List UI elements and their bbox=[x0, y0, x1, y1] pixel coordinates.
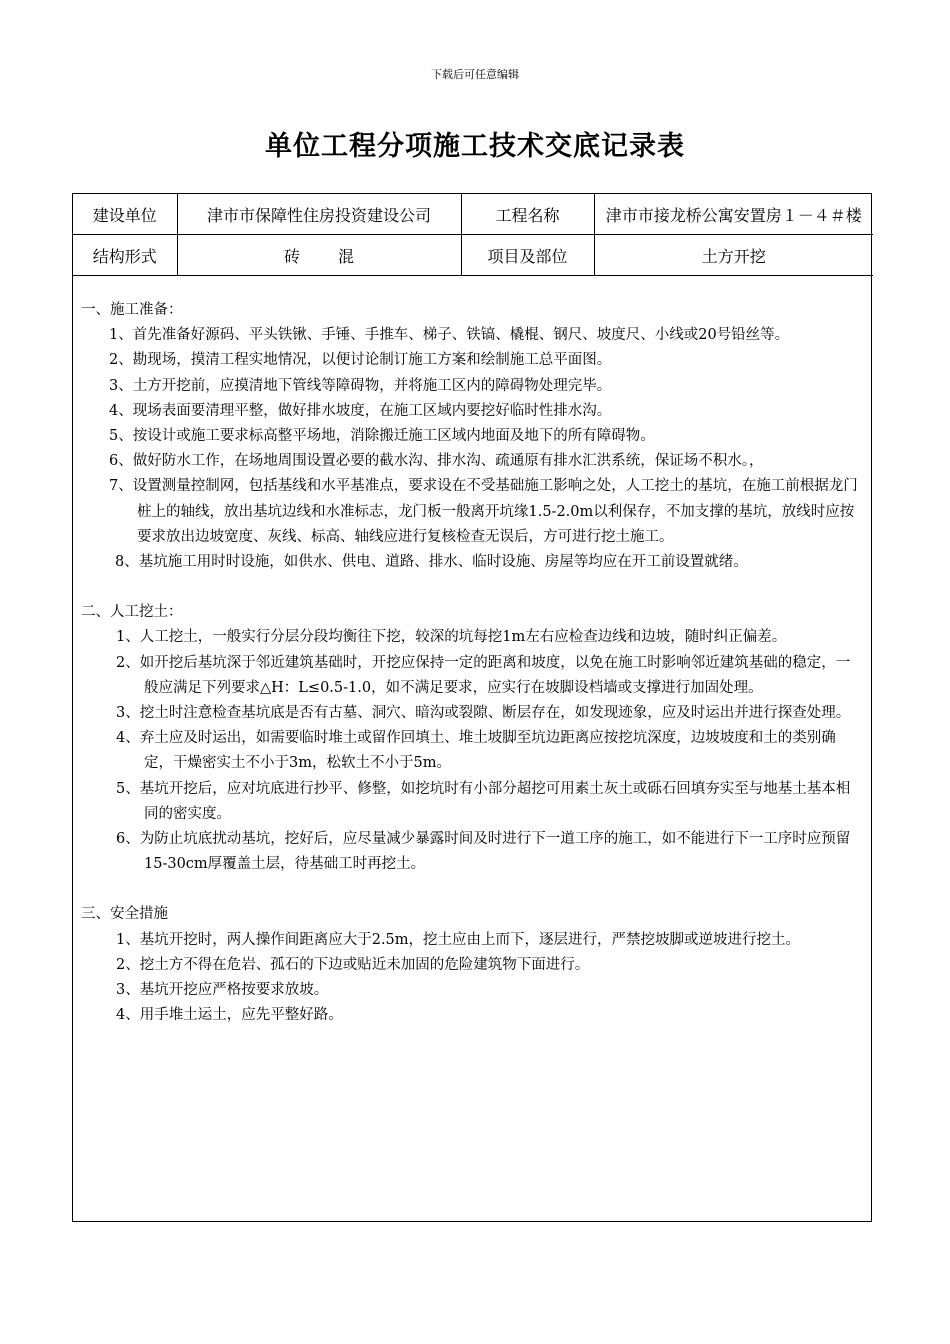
section-heading: 三、安全措施 bbox=[81, 906, 168, 923]
list-item: 4、用手堆土运土，应先平整好路。 bbox=[116, 1007, 343, 1024]
section-heading: 一、施工准备： bbox=[81, 302, 183, 318]
list-item: 4、弃土应及时运出，如需要临时堆土或留作回填土、堆土坡脚至坑边距离应按挖坑深度，边坡坡度和土的类别确定，干燥密实土不小于3m，松软土不小于5m。 bbox=[116, 730, 836, 772]
list-item: 1、人工挖土，一般实行分层分段均衡往下挖，较深的坑每挖1m左右应检查边线和边坡，随时纠正偏差。 bbox=[116, 629, 787, 646]
item-value: 土方开挖 bbox=[594, 235, 873, 276]
list-item: 2、挖土方不得在危岩、孤石的下边或贴近未加固的危险建筑物下面进行。 bbox=[116, 956, 590, 973]
info-table bbox=[73, 194, 873, 276]
section-heading: 二、人工挖土： bbox=[81, 604, 183, 621]
info-row-1 bbox=[73, 194, 873, 235]
list-item: 5、基坑开挖后，应对坑底进行抄平、修整，如挖坑时有小部分超挖可用素土灰土或砾石回填夯实至与地基土基本相同的密实度。 bbox=[116, 780, 851, 822]
structure-label: 结构形式 bbox=[73, 235, 177, 276]
disclosure-content bbox=[73, 276, 871, 1028]
list-item: 3、基坑开挖应严格按要求放坡。 bbox=[116, 982, 329, 999]
list-item: 4、现场表面要清理平整，做好排水坡度，在施工区域内要挖好临时性排水沟。 bbox=[109, 402, 612, 419]
project-name-label: 工程名称 bbox=[461, 194, 594, 235]
info-row-2 bbox=[73, 235, 873, 276]
list-item: 8、基坑施工用时时设施，如供水、供电、道路、排水、临时设施、房屋等均应在开工前设置就绪。 bbox=[115, 554, 748, 571]
structure-value: 砖混 bbox=[177, 235, 461, 276]
record-form bbox=[72, 193, 872, 1222]
document-title: 单位工程分项施工技术交底记录表 bbox=[265, 131, 685, 162]
item-label: 项目及部位 bbox=[461, 235, 594, 276]
list-item: 5、按设计或施工要求标高整平场地，消除搬迁施工区域内地面及地下的所有障碍物。 bbox=[109, 428, 655, 445]
list-item: 1、基坑开挖时，两人操作间距离应大于2.5m，挖土应由上而下，逐层进行，严禁挖坡脚或逆坡进行挖土。 bbox=[116, 931, 801, 948]
construction-unit-value: 津市市保障性住房投资建设公司 bbox=[177, 194, 461, 235]
list-item: 6、为防止坑底扰动基坑，挖好后，应尽量减少暴露时间及时进行下一道工序的施工，如不能进行下一工序时应预留15-30cm厚覆盖土层，待基础工时再挖土。 bbox=[116, 831, 851, 873]
list-item: 6、做好防水工作，在场地周围设置必要的截水沟、排水沟、疏通原有排水汇洪系统，保证场不积水。， bbox=[109, 453, 764, 470]
project-name-value: 津市市接龙桥公寓安置房１－４＃楼 bbox=[594, 194, 873, 235]
list-item: 1、首先准备好源码、平头铁锹、手锤、手推车、梯子、铁镐、橇棍、钢尺、坡度尺、小线或20号铅丝等。 bbox=[109, 327, 790, 344]
header-note: 下载后可任意编辑 bbox=[431, 68, 519, 81]
list-item: 7、设置测量控制网，包括基线和水平基准点，要求设在不受基础施工影响之处，人工挖土的基坑，在施工前根据龙门桩上的轴线，放出基坑边线和水准标志，龙门板一般离开坑缘1.5-2.0m以利保存，不加支撑的基坑，放线时应按要求放出边坡宽度、灰线、标高、轴线应进行复核检查无误后，方可进行挖土施工。 bbox=[109, 478, 858, 545]
list-item: 2、勘现场，摸清工程实地情况，以便讨论制订施工方案和绘制施工总平面图。 bbox=[109, 352, 612, 369]
list-item: 3、土方开挖前，应摸清地下管线等障碍物，并将施工区内的障碍物处理完毕。 bbox=[109, 377, 612, 394]
list-item: 3、挖土时注意检查基坑底是否有古墓、洞穴、暗沟或裂隙、断层存在，如发现迹象，应及时运出并进行探查处理。 bbox=[116, 705, 851, 722]
construction-unit-label: 建设单位 bbox=[73, 194, 177, 235]
list-item: 2、如开挖后基坑深于邻近建筑基础时，开挖应保持一定的距离和坡度，以免在施工时影响邻近建筑基础的稳定，一般应满足下列要求△H：L≤0.5-1.0，如不满足要求，应实行在坡脚设档墙或支撑进行加固处理。 bbox=[116, 654, 851, 696]
